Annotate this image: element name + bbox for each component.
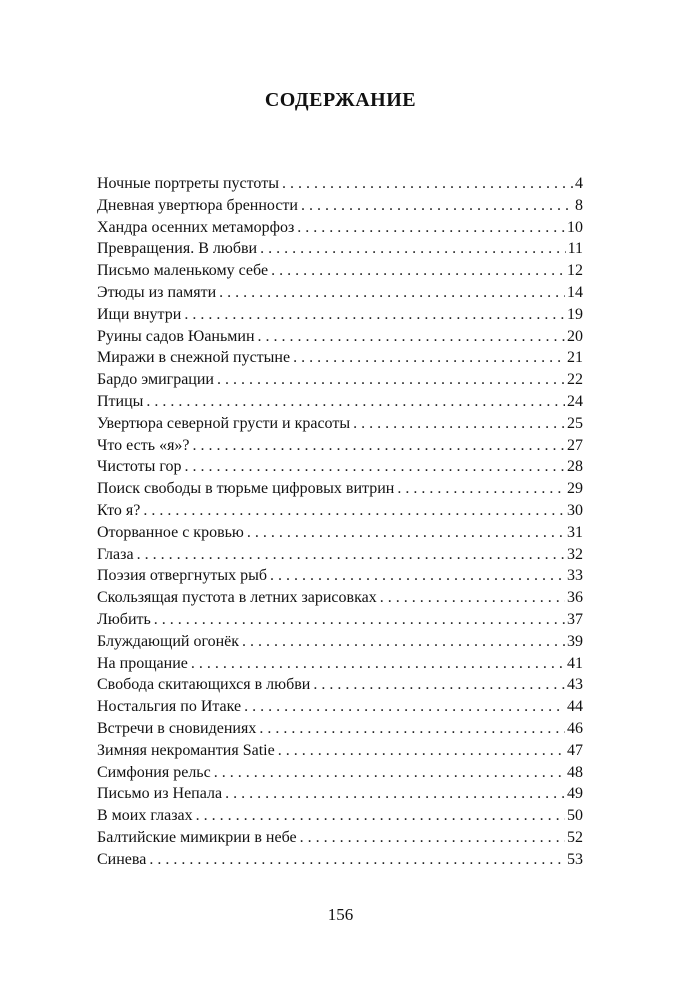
- toc-entry: [97, 587, 583, 609]
- page-number: 156: [327, 905, 354, 924]
- toc-entry-title: Этюды из памяти: [97, 283, 217, 301]
- toc-leader-dots: [380, 587, 565, 609]
- toc-entry: [97, 631, 583, 653]
- toc-entry-title: Ностальгия по Итаке: [97, 698, 242, 716]
- toc-entry: [97, 304, 583, 326]
- toc-entry-title: Свобода скитающихся в любви: [97, 676, 311, 694]
- toc-entry: [97, 827, 583, 849]
- toc-leader-dots: [191, 653, 565, 675]
- toc-leader-dots: [137, 544, 565, 566]
- toc-entry: [97, 326, 583, 348]
- toc-leader-dots: [271, 260, 565, 282]
- toc-entry-page: 10: [567, 218, 583, 236]
- toc-entry-page: 27: [567, 436, 583, 454]
- toc-entry: [97, 413, 583, 435]
- table-of-contents: [97, 173, 583, 871]
- toc-entry-page: 31: [567, 523, 583, 541]
- toc-leader-dots: [193, 435, 565, 457]
- toc-leader-dots: [154, 609, 565, 631]
- toc-leader-dots: [185, 456, 565, 478]
- toc-entry: [97, 762, 583, 784]
- toc-entry-title: Скользящая пустота в летних зарисовках: [97, 589, 377, 607]
- toc-entry-page: 33: [567, 567, 583, 585]
- toc-entry-page: 46: [567, 719, 583, 737]
- toc-entry: [97, 238, 583, 260]
- toc-entry-title: Хандра осенних метаморфоз: [97, 218, 295, 236]
- page-title: СОДЕРЖАНИЕ: [264, 89, 417, 111]
- toc-entry-title: Что есть «я»?: [97, 436, 190, 454]
- toc-leader-dots: [247, 522, 565, 544]
- toc-leader-dots: [143, 500, 565, 522]
- toc-leader-dots: [300, 827, 565, 849]
- toc-entry: [97, 369, 583, 391]
- toc-entry: [97, 391, 583, 413]
- toc-entry-page: 24: [567, 392, 583, 410]
- toc-entry-page: 32: [567, 545, 583, 563]
- toc-entry: [97, 609, 583, 631]
- toc-entry-page: 39: [567, 632, 583, 650]
- toc-entry-page: 52: [567, 828, 583, 846]
- toc-entry: [97, 478, 583, 500]
- toc-entry-title: Письмо из Непала: [97, 785, 223, 803]
- toc-leader-dots: [258, 326, 565, 348]
- toc-entry-page: 4: [575, 175, 583, 192]
- toc-entry: [97, 565, 583, 587]
- toc-entry: [97, 718, 583, 740]
- toc-entry-title: Поиск свободы в тюрьме цифровых витрин: [97, 480, 395, 498]
- toc-entry-title: Увертюра северной грусти и красоты: [97, 414, 351, 432]
- toc-entry: [97, 522, 583, 544]
- toc-entry: [97, 173, 583, 195]
- toc-entry-page: 25: [567, 414, 583, 432]
- toc-entry-title: Глаза: [97, 545, 134, 563]
- toc-leader-dots: [184, 304, 565, 326]
- toc-entry: [97, 805, 583, 827]
- toc-leader-dots: [244, 696, 565, 718]
- toc-entry-page: 44: [567, 698, 583, 716]
- toc-leader-dots: [397, 478, 565, 500]
- toc-entry: [97, 544, 583, 566]
- toc-entry: [97, 653, 583, 675]
- toc-entry-page: 20: [567, 327, 583, 345]
- toc-leader-dots: [225, 783, 565, 805]
- toc-entry: [97, 696, 583, 718]
- toc-entry-title: Зимняя некромантия Satie: [97, 741, 275, 759]
- toc-entry-title: Превращения. В любви: [97, 240, 258, 258]
- toc-leader-dots: [217, 369, 565, 391]
- toc-entry-page: 19: [567, 305, 583, 323]
- toc-leader-dots: [242, 631, 565, 653]
- toc-entry: [97, 282, 583, 304]
- toc-entry-page: 49: [567, 785, 583, 803]
- toc-entry: [97, 195, 583, 217]
- toc-entry: [97, 347, 583, 369]
- toc-entry-page: 30: [567, 501, 583, 519]
- toc-entry: [97, 456, 583, 478]
- toc-leader-dots: [270, 565, 565, 587]
- toc-leader-dots: [278, 740, 565, 762]
- toc-entry-page: 37: [567, 610, 583, 628]
- toc-leader-dots: [293, 347, 565, 369]
- toc-entry-title: Встречи в сновидениях: [97, 719, 257, 737]
- toc-leader-dots: [219, 282, 565, 304]
- toc-entry: [97, 783, 583, 805]
- toc-entry-page: 36: [567, 589, 583, 607]
- toc-entry-page: 43: [567, 676, 583, 694]
- toc-entry-title: Балтийские мимикрии в небе: [97, 828, 297, 846]
- toc-entry-page: 8: [575, 196, 583, 214]
- toc-entry-page: 50: [567, 807, 583, 825]
- toc-leader-dots: [301, 195, 573, 217]
- toc-leader-dots: [313, 674, 565, 696]
- toc-entry-title: Симфония рельс: [97, 763, 211, 781]
- toc-leader-dots: [146, 391, 565, 413]
- toc-entry-title: Ночные портреты пустоты: [97, 175, 279, 192]
- toc-entry: [97, 500, 583, 522]
- toc-leader-dots: [260, 238, 566, 260]
- toc-entry-page: 28: [567, 458, 583, 476]
- toc-entry-title: Любить: [97, 610, 151, 628]
- toc-entry: [97, 740, 583, 762]
- toc-entry-title: Дневная увертюра бренности: [97, 196, 298, 214]
- toc-entry-page: 12: [567, 262, 583, 280]
- toc-entry-title: Блуждающий огонёк: [97, 632, 240, 650]
- toc-entry-title: Кто я?: [97, 501, 141, 519]
- toc-entry-title: В моих глазах: [97, 807, 193, 825]
- toc-entry-title: Оторванное с кровью: [97, 523, 244, 541]
- toc-entry-page: 53: [567, 850, 583, 868]
- toc-entry-title: Руины садов Юаньмин: [97, 327, 255, 345]
- toc-entry: [97, 849, 583, 871]
- toc-leader-dots: [196, 805, 565, 827]
- toc-entry-title: Птицы: [97, 392, 144, 410]
- toc-entry-title: Синева: [97, 850, 147, 868]
- toc-entry-title: Миражи в снежной пустыне: [97, 349, 291, 367]
- toc-entry-title: Бардо эмиграции: [97, 371, 214, 389]
- toc-entry: [97, 674, 583, 696]
- toc-leader-dots: [149, 849, 565, 871]
- toc-entry-title: Поэзия отвергнутых рыб: [97, 567, 267, 585]
- toc-entry-page: 14: [567, 283, 583, 301]
- toc-entry-page: 22: [567, 371, 583, 389]
- toc-leader-dots: [297, 217, 565, 239]
- toc-entry-page: 29: [567, 480, 583, 498]
- toc-entry-title: Чистоты гор: [97, 458, 182, 476]
- toc-entry-title: Письмо маленькому себе: [97, 262, 269, 280]
- toc-entry-page: 11: [567, 240, 583, 258]
- toc-leader-dots: [214, 762, 565, 784]
- toc-entry-page: 47: [567, 741, 583, 759]
- toc-entry: [97, 217, 583, 239]
- toc-leader-dots: [282, 173, 573, 195]
- toc-entry: [97, 260, 583, 282]
- toc-entry-page: 21: [567, 349, 583, 367]
- toc-entry-title: Ищи внутри: [97, 305, 182, 323]
- toc-entry-page: 48: [567, 763, 583, 781]
- toc-entry-title: На прощание: [97, 654, 188, 672]
- toc-entry-page: 41: [567, 654, 583, 672]
- toc-entry: [97, 435, 583, 457]
- toc-leader-dots: [353, 413, 565, 435]
- toc-leader-dots: [259, 718, 565, 740]
